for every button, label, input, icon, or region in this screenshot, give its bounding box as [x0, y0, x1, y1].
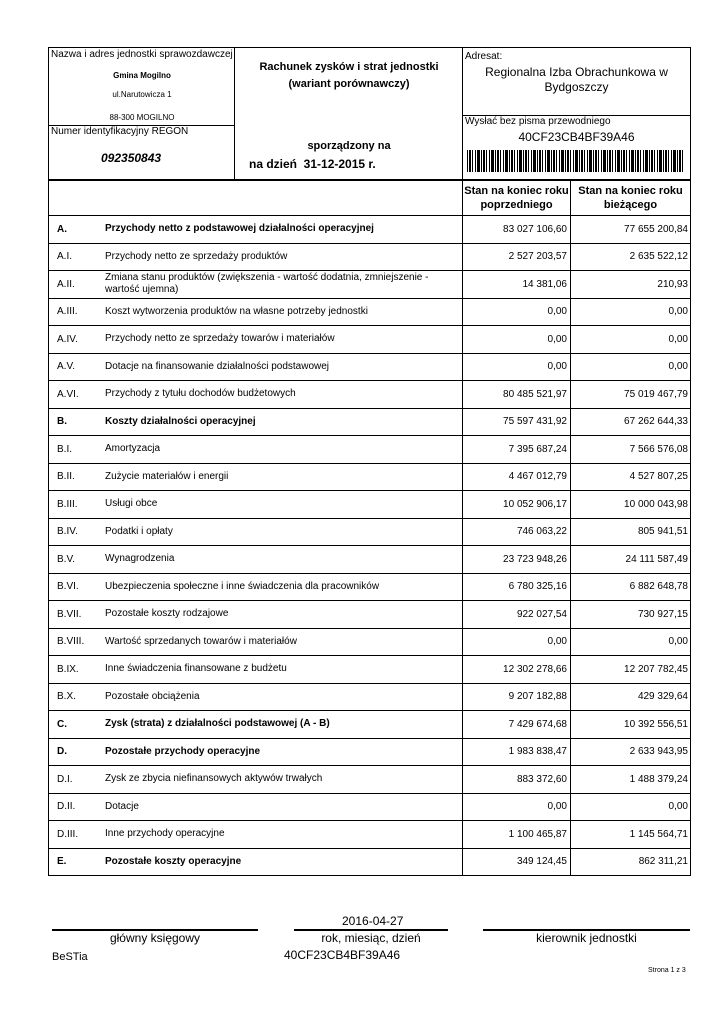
row-code: B.VI. [57, 581, 79, 593]
table-row [49, 820, 690, 848]
prepared-label: sporządzony na [307, 140, 391, 152]
regon-number: 092350843 [101, 151, 162, 165]
table-row [49, 353, 690, 381]
signature-date-value: 2016-04-27 [342, 914, 404, 928]
row-code: B.VII. [57, 608, 82, 620]
row-previous-value: 0,00 [463, 794, 571, 821]
table-row [49, 600, 690, 628]
table-row [49, 380, 690, 408]
row-code: B.IV. [57, 526, 78, 538]
table-row [49, 463, 690, 491]
date-label: rok, miesiąc, dzień [321, 931, 421, 945]
row-code: A.II. [57, 278, 75, 290]
unit-name: Gmina Mogilno [113, 71, 171, 80]
table-row [49, 243, 690, 271]
row-code: B.II. [57, 471, 75, 483]
unit-street: ul.Narutowicza 1 [112, 90, 172, 99]
row-code: A.VI. [57, 388, 79, 400]
table-header-row [49, 180, 690, 215]
row-code: B.III. [57, 498, 78, 510]
row-name: Pozostałe obciążenia [95, 684, 463, 711]
row-code: D. [57, 746, 67, 758]
row-previous-value: 746 063,22 [463, 519, 571, 546]
row-current-value: 0,00 [668, 801, 688, 813]
row-current-value: 0,00 [668, 333, 688, 345]
row-name: Inne przychody operacyjne [95, 821, 463, 848]
row-code: A.V. [57, 361, 75, 373]
table-row [49, 710, 690, 738]
addressee-box [463, 48, 690, 179]
reporting-unit-box [49, 48, 235, 179]
table-row [49, 628, 690, 656]
row-previous-value: 922 027,54 [463, 601, 571, 628]
row-name: Zmiana stanu produktów (zwiększenia - wartość dodatnia, zmniejszenie - wartość ujemna) [95, 271, 463, 298]
row-current-value: 75 019 467,79 [624, 388, 688, 400]
table-row [49, 408, 690, 436]
row-name: Pozostałe przychody operacyjne [95, 739, 463, 766]
table-row [49, 738, 690, 766]
table-row [49, 518, 690, 546]
row-code: A.I. [57, 251, 73, 263]
row-code: B.VIII. [57, 636, 85, 648]
software-name: BeSTia [52, 951, 88, 963]
row-name: Przychody z tytułu dochodów budżetowych [95, 381, 463, 408]
table-row [49, 655, 690, 683]
row-name: Zysk (strata) z działalności podstawowej (A - B) [95, 711, 463, 738]
row-code: D.III. [57, 828, 79, 840]
header-code-cell [49, 181, 95, 215]
row-current-value: 429 329,64 [637, 691, 688, 703]
row-name: Amortyzacja [95, 436, 463, 463]
row-name: Ubezpieczenia społeczne i inne świadczenia dla pracowników [95, 574, 463, 601]
row-current-value: 24 111 587,49 [625, 553, 688, 565]
report-header [48, 47, 691, 180]
row-current-value: 2 635 522,12 [629, 251, 688, 263]
row-current-value: 210,93 [657, 278, 688, 290]
row-current-value: 10 392 556,51 [624, 718, 688, 730]
row-name: Dotacje [95, 794, 463, 821]
row-current-value: 12 207 782,45 [624, 663, 688, 675]
header-name-cell [95, 181, 463, 215]
row-current-value: 10 000 043,98 [624, 498, 688, 510]
chief-accountant-label: główny księgowy [109, 931, 201, 945]
report-variant: (wariant porównawczy) [288, 78, 410, 90]
row-code: B. [57, 416, 67, 428]
row-previous-value: 75 597 431,92 [463, 409, 571, 436]
table-row [49, 270, 690, 298]
column-current-year: Stan na koniec roku bieżącego [578, 185, 683, 211]
row-current-value: 6 882 648,78 [629, 581, 688, 593]
row-name: Przychody netto z podstawowej działalności operacyjnej [95, 216, 463, 243]
table-row [49, 683, 690, 711]
row-current-value: 77 655 200,84 [624, 223, 688, 235]
row-previous-value: 0,00 [463, 629, 571, 656]
table-row [49, 490, 690, 518]
row-code: A.III. [57, 306, 78, 318]
row-current-value: 7 566 576,08 [629, 443, 688, 455]
addressee-line2: Bydgoszczy [544, 80, 609, 94]
row-current-value: 0,00 [668, 636, 688, 648]
row-code: A. [57, 223, 67, 235]
row-code: A.IV. [57, 333, 78, 345]
row-previous-value: 2 527 203,57 [463, 244, 571, 271]
unit-head-label: kierownik jednostki [536, 931, 637, 945]
barcode [467, 150, 683, 172]
page-number: Strona 1 z 3 [648, 967, 686, 974]
table-row [49, 545, 690, 573]
row-code: B.X. [57, 691, 76, 703]
addressee-label: Adresat: [465, 51, 503, 62]
row-previous-value: 7 429 674,68 [463, 711, 571, 738]
row-previous-value: 0,00 [463, 326, 571, 353]
table-row [49, 573, 690, 601]
table-row [49, 793, 690, 821]
row-previous-value: 12 302 278,66 [463, 656, 571, 683]
row-previous-value: 23 723 948,26 [463, 546, 571, 573]
row-code: B.I. [57, 443, 73, 455]
row-previous-value: 1 983 838,47 [463, 739, 571, 766]
row-name: Usługi obce [95, 491, 463, 518]
row-code: D.II. [57, 801, 76, 813]
row-code: B.IX. [57, 663, 79, 675]
row-current-value: 1 488 379,24 [629, 773, 688, 785]
table-row [49, 215, 690, 243]
row-name: Koszty działalności operacyjnej [95, 409, 463, 436]
row-code: C. [57, 718, 67, 730]
row-name: Wynagrodzenia [95, 546, 463, 573]
row-current-value: 4 527 807,25 [629, 471, 688, 483]
row-current-value: 67 262 644,33 [624, 416, 688, 428]
row-current-value: 0,00 [668, 306, 688, 318]
row-previous-value: 9 207 182,88 [463, 684, 571, 711]
row-previous-value: 6 780 325,16 [463, 574, 571, 601]
row-name: Pozostałe koszty rodzajowe [95, 601, 463, 628]
row-name: Przychody netto ze sprzedaży produktów [95, 244, 463, 271]
send-label: Wysłać bez pisma przewodniego [465, 116, 611, 127]
row-previous-value: 0,00 [463, 354, 571, 381]
row-name: Inne świadczenia finansowane z budżetu [95, 656, 463, 683]
row-previous-value: 883 372,60 [463, 766, 571, 793]
row-previous-value: 349 124,45 [463, 849, 571, 876]
row-previous-value: 1 100 465,87 [463, 821, 571, 848]
table-row [49, 435, 690, 463]
row-current-value: 2 633 943,95 [629, 746, 688, 758]
column-previous-year: Stan na koniec roku poprzedniego [463, 181, 571, 215]
table-row [49, 765, 690, 793]
row-current-value: 805 941,51 [637, 526, 688, 538]
row-name: Dotacje na finansowanie działalności podstawowej [95, 354, 463, 381]
income-statement-table [48, 180, 691, 876]
row-previous-value: 7 395 687,24 [463, 436, 571, 463]
row-name: Zużycie materiałów i energii [95, 464, 463, 491]
regon-label: Numer identyfikacyjny REGON [51, 126, 189, 137]
report-title-box [235, 48, 463, 179]
table-row [49, 298, 690, 326]
row-previous-value: 83 027 106,60 [463, 216, 571, 243]
addressee-line1: Regionalna Izba Obrachunkowa w [485, 65, 668, 79]
document-code: 40CF23CB4BF39A46 [518, 130, 635, 144]
row-name: Wartość sprzedanych towarów i materiałów [95, 629, 463, 656]
table-row [49, 848, 690, 876]
footer-document-code: 40CF23CB4BF39A46 [284, 948, 401, 962]
row-previous-value: 0,00 [463, 299, 571, 326]
row-current-value: 730 927,15 [637, 608, 688, 620]
row-previous-value: 10 052 906,17 [463, 491, 571, 518]
table-row [49, 325, 690, 353]
row-current-value: 0,00 [668, 361, 688, 373]
row-current-value: 862 311,21 [638, 856, 688, 868]
row-name: Przychody netto ze sprzedaży towarów i materiałów [95, 326, 463, 353]
row-previous-value: 80 485 521,97 [463, 381, 571, 408]
report-title: Rachunek zysków i strat jednostki [259, 61, 439, 73]
row-previous-value: 14 381,06 [463, 271, 571, 298]
row-name: Zysk ze zbycia niefinansowych aktywów trwałych [95, 766, 463, 793]
row-name: Podatki i opłaty [95, 519, 463, 546]
row-previous-value: 4 467 012,79 [463, 464, 571, 491]
row-code: E. [57, 856, 67, 868]
row-code: B.V. [57, 553, 75, 565]
unit-city: 88-300 MOGILNO [109, 113, 175, 122]
report-date: na dzień 31-12-2015 r. [249, 157, 376, 171]
table-body [49, 215, 690, 875]
row-code: D.I. [57, 773, 73, 785]
row-name: Pozostałe koszty operacyjne [95, 849, 463, 876]
unit-label: Nazwa i adres jednostki sprawozdawczej [51, 49, 233, 60]
row-current-value: 1 145 564,71 [629, 828, 688, 840]
row-name: Koszt wytworzenia produktów na własne potrzeby jednostki [95, 299, 463, 326]
